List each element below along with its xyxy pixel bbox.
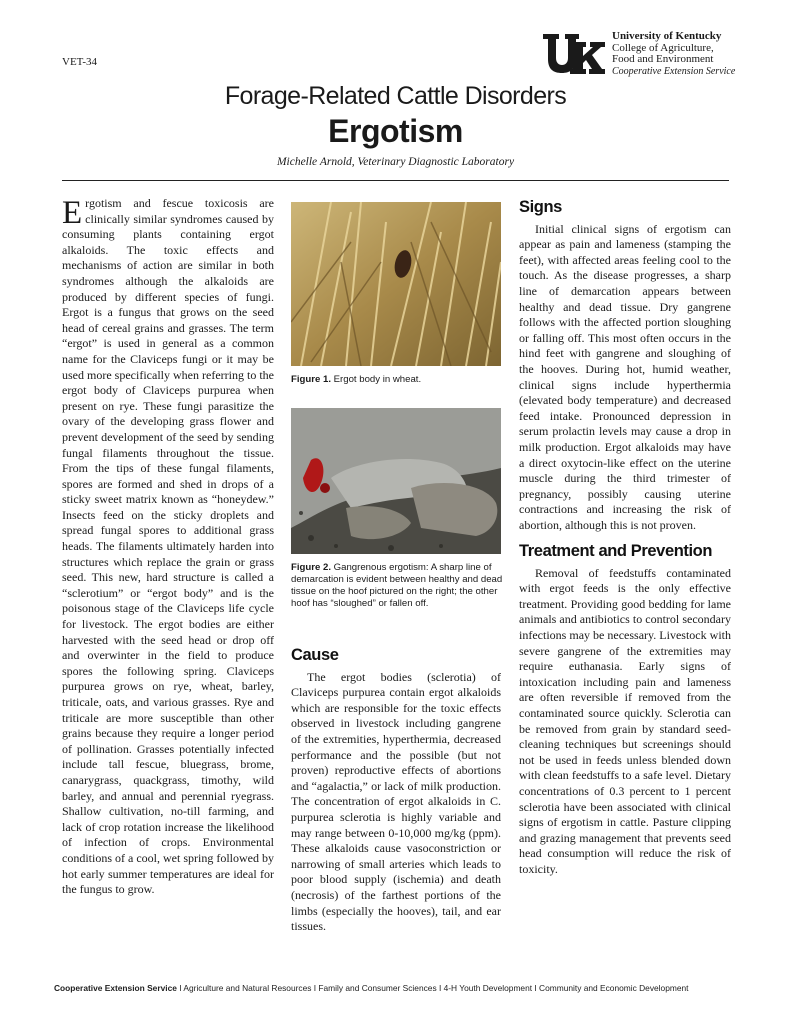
extension-service-name: Cooperative Extension Service <box>612 66 736 77</box>
page-title: Ergotism <box>328 113 463 149</box>
uk-logo <box>542 30 606 78</box>
treatment-section <box>519 544 731 877</box>
figure-1-label: Figure 1. <box>291 374 331 385</box>
college-name-line2: Food and Environment <box>612 53 714 65</box>
header-divider <box>62 180 729 181</box>
document-id: VET-34 <box>62 56 98 68</box>
figure-2-image <box>291 408 501 554</box>
footer-service: Cooperative Extension Service <box>54 983 177 993</box>
intro-paragraph <box>62 196 274 898</box>
treatment-heading: Treatment and Prevention <box>519 542 713 560</box>
series-title: Forage-Related Cattle Disorders <box>224 82 567 110</box>
college-name-line1: College of Agriculture, <box>612 42 714 54</box>
figure-2-label: Figure 2. <box>291 562 331 573</box>
treatment-text: Removal of feedstuffs contaminated with ergot feeds is the only effective treatment. Providing good bedding for lame animals and antibiotics to control secondary infections may be necessary. Livestock with severe gangrene of the extremities may require euthanasia. Early signs of intoxication including pain and lameness are often reversible if removed from the contaminated source quickly. Sclerotia can be removed from grain by standard seed-cleaning techniques but screenings should not be used in feeds unless blended down with clean feedstuffs to a safe level. Dietary concentrations of 0.3 percent to 1 percent sclerotia have been associated with clinical signs of ergotism in cattle. Pasture clipping and grazing management that prevents seed head consumption will reduce the risk of toxicity. <box>519 565 731 876</box>
cause-heading: Cause <box>291 646 339 664</box>
figure-1-caption <box>291 374 503 386</box>
intro-column <box>62 196 274 898</box>
intro-text: rgotism and fescue toxicosis are clinically similar syndromes caused by consuming plants containing ergot alkaloids. The toxic effects and mechanisms of action are similar in both syndromes although the alkaloids are produced by different species of fungi. Ergot is a fungus that grows on the seed head of cereal grains and grasses. The term “ergot” is used in general as a common name for the Claviceps fungi or it may be used more specifically when referring to the ergot body of Claviceps purpurea when present on rye. These fungi parasitize the ovary of the developing grass flower and prevent development of the seed by sending fungal filaments throughout the tissue. From the tips of these fungal filaments, spores are formed and shed in drops of a sticky sweet matrix known as “honeydew.” Insects feed on the sticky droplets and spread fungal spores to additional grass heads. The filaments ultimately harden into structures which replace the grain or grass seed. This new, hard structure is called a “sclerotium” or “ergot body” and is the poisonous stage of the Claviceps life cycle for livestock. The ergot bodies are either harvested with the seed head or drop off and overwinter in the field to produce spores the following spring. Claviceps purpurea grows on rye, wheat, barley, triticale, oats, and various grasses. Rye and triticale are more susceptible than other grains because they require a longer period of pollination. Grasses potentially infected include tall fescue, bluegrass, brome, canarygrass, quackgrass, timothy, wild barley, and annual and perennial ryegrass. Shallow cultivation, no-till farming, and lack of crop rotation increase the likelihood of infection of crops. Environmental conditions of a cool, wet spring followed by hot early summer temperatures are ideal for the fungus to grow. <box>62 196 274 897</box>
university-name: University of Kentucky <box>612 30 722 42</box>
cause-text: The ergot bodies (sclerotia) of Claviceps purpurea contain ergot alkaloids which are responsible for the toxic effects observed in livestock including gangrene of the extremities, hyperthermia, decreased performance and the possible (but not proven) reproductive effects of abortions and “agalactia,” or lack of milk production. The concentration of ergot alkaloids in C. purpurea sclerotia is highly variable and may range between 0-10,000 mg/kg (ppm). These alkaloids cause vasoconstriction or narrowing of small arteries which leads to poor blood supply (ischemia) and death (necrosis) of the farthest portions of the limbs (especially the hooves), tail, and ear tissues. <box>291 669 501 934</box>
figure-2-caption <box>291 562 503 610</box>
signs-section <box>519 200 731 533</box>
page-footer <box>54 983 744 993</box>
footer-programs: I Agriculture and Natural Resources I Family and Consumer Sciences I 4-H Youth Development I Community and Economic Development <box>179 983 689 993</box>
drop-cap: E <box>62 195 83 231</box>
author-line: Michelle Arnold, Veterinary Diagnostic Laboratory <box>276 156 515 168</box>
figure-1-caption-text: Ergot body in wheat. <box>333 374 422 385</box>
signs-text: Initial clinical signs of ergotism can appear as pain and lameness (stamping the feet), with affected areas feeling cool to the touch. As the disease progresses, a sharp line of demarcation appears between healthy and dead tissue. Dry gangrene follows with the affected portion sloughing or falling off. This most often occurs in the hind feet with gangrene and sloughing of the hooves. During hot, humid weather, clinical signs include hyperthermia (elevated body temperature) and decreased feed intake. Pronounced depression in serum prolactin levels may cause a drop in milk production. Ergot alkaloids may have a direct oxytocin-like effect on the uterine muscle during the third trimester of pregnancy, possibly causing uterine contractions and increasing the risk of abortion, although this is not proven. <box>519 221 731 532</box>
cause-section <box>291 648 501 935</box>
figure-1-image <box>291 202 501 366</box>
signs-heading: Signs <box>519 198 562 216</box>
figure-2-caption-text: Gangrenous ergotism: A sharp line of demarcation is evident between healthy and dead tissue on the hoof pictured on the right; the other hoof has “sloughed” or fallen off. <box>291 562 503 609</box>
